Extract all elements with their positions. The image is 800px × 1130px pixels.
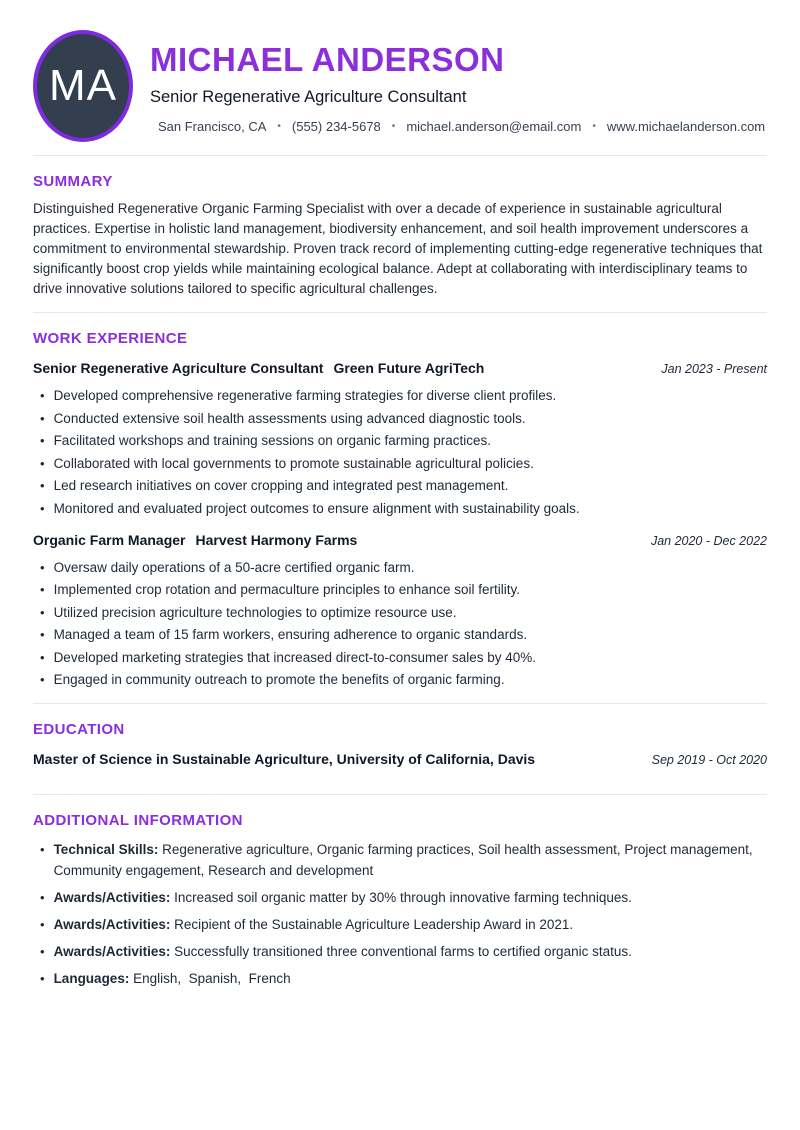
job-title-line	[33, 532, 357, 548]
bullet-dot-icon: •	[40, 672, 45, 687]
bullet-dot-icon: •	[40, 917, 45, 932]
job-title: Senior Regenerative Agriculture Consultant	[33, 360, 324, 376]
info-item-text: Recipient of the Sustainable Agriculture Leadership Award in 2021.	[174, 917, 574, 932]
education-heading: EDUCATION	[33, 721, 125, 738]
info-item-text: Successfully transitioned three conventional farms to certified organic status.	[174, 944, 632, 959]
job-bullet-list	[33, 385, 767, 519]
info-item-label: Awards/Activities:	[53, 890, 171, 905]
job-bullet-text: Developed comprehensive regenerative farming strategies for diverse client profiles.	[53, 388, 557, 403]
bullet-dot-icon: •	[40, 559, 45, 575]
info-item	[33, 968, 767, 989]
job-bullet	[33, 408, 767, 429]
info-item	[33, 914, 767, 935]
bullet-dot-icon: •	[40, 478, 45, 493]
summary-text: Distinguished Regenerative Organic Farming Specialist with over a decade of experience in sustainable agricultural practices. Expertise in holistic land management, biodiversity enhancement, and soil health improvement underscores a commitment to environmental stewardship. Proven track record of implementing cutting-edge regenerative techniques that significantly boost crop yields while maintaining ecological balance. Adept at collaborating with interdisciplinary teams to drive innovative solutions tailored to specific agricultural challenges.	[33, 201, 763, 296]
job-company: Harvest Harmony Farms	[195, 531, 358, 548]
education-dates: Sep 2019 - Oct 2020	[651, 753, 767, 767]
bullet-dot-icon: •	[40, 410, 45, 426]
job-bullet-text: Developed marketing strategies that increased direct-to-consumer sales by 40%.	[53, 649, 537, 665]
job-bullet	[33, 602, 767, 623]
info-item-label: Languages:	[53, 971, 130, 986]
name-heading: MICHAEL ANDERSON	[150, 40, 505, 78]
bullet-dot-icon: •	[40, 582, 45, 597]
education-entry	[33, 751, 767, 767]
job-bullet	[33, 498, 767, 519]
job-header	[33, 360, 767, 376]
job-bullet-text: Facilitated workshops and training sessions on organic farming practices.	[53, 433, 492, 448]
work-experience-section	[33, 330, 767, 690]
bullet-dot-icon: •	[40, 500, 45, 516]
info-item-label: Awards/Activities:	[53, 917, 171, 932]
contact-email: michael.anderson@email.com	[406, 118, 582, 134]
section-divider	[33, 794, 767, 795]
contact-website: www.michaelanderson.com	[606, 118, 766, 134]
professional-title: Senior Regenerative Agriculture Consultant	[150, 87, 467, 106]
info-item	[33, 839, 767, 881]
job-bullet-text: Monitored and evaluated project outcomes to ensure alignment with sustainability goals.	[53, 500, 580, 516]
info-item-content	[54, 914, 574, 935]
dot-separator-icon: •	[592, 120, 596, 132]
info-item-content	[54, 887, 632, 908]
bullet-dot-icon: •	[40, 604, 45, 620]
job-dates: Jan 2023 - Present	[661, 362, 767, 376]
info-item-content	[54, 968, 291, 989]
job-bullet-text: Conducted extensive soil health assessments using advanced diagnostic tools.	[53, 410, 526, 426]
dot-separator-icon: •	[391, 120, 396, 132]
contact-row	[150, 119, 767, 134]
dot-separator-icon: •	[277, 120, 281, 132]
bullet-dot-icon: •	[40, 944, 45, 959]
header-text	[150, 39, 767, 134]
job-entry	[33, 360, 767, 519]
job-bullet-text: Utilized precision agriculture technologies to optimize resource use.	[53, 604, 457, 620]
job-bullet	[33, 579, 767, 600]
bullet-dot-icon: •	[40, 388, 45, 403]
job-bullet	[33, 647, 767, 668]
job-header	[33, 532, 767, 548]
summary-heading: SUMMARY	[33, 173, 113, 190]
info-item-label: Awards/Activities:	[53, 944, 171, 959]
additional-info-list	[33, 839, 767, 989]
job-bullet	[33, 430, 767, 451]
job-bullet-text: Managed a team of 15 farm workers, ensuring adherence to organic standards.	[53, 627, 528, 642]
info-item-label: Technical Skills:	[53, 842, 159, 857]
section-divider	[33, 155, 767, 156]
job-bullet	[33, 453, 767, 474]
work-experience-heading: WORK EXPERIENCE	[33, 330, 188, 347]
job-bullet	[33, 475, 767, 496]
job-bullet-text: Engaged in community outreach to promote the benefits of organic farming.	[53, 672, 505, 687]
bullet-dot-icon: •	[40, 649, 45, 665]
avatar-initials: MA	[49, 61, 117, 110]
bullet-dot-icon: •	[40, 455, 45, 471]
section-divider	[33, 312, 767, 313]
job-title-line	[33, 360, 484, 376]
job-bullet-text: Implemented crop rotation and permaculture principles to enhance soil fertility.	[53, 582, 521, 597]
degree-title: Master of Science in Sustainable Agriculture, University of California, Davis	[33, 751, 536, 767]
job-dates: Jan 2020 - Dec 2022	[650, 533, 767, 548]
bullet-dot-icon: •	[40, 890, 45, 905]
avatar	[33, 30, 133, 142]
info-item-text: Regenerative agriculture, Organic farming practices, Soil health assessment, Project management, Community engagement, Research and development	[53, 842, 757, 878]
job-bullet-text: Led research initiatives on cover cropping and integrated pest management.	[53, 478, 509, 493]
additional-information-section	[33, 812, 767, 989]
contact-location: San Francisco, CA	[158, 118, 267, 134]
job-bullet-list	[33, 557, 767, 691]
summary-section	[33, 173, 767, 299]
resume-header	[33, 30, 767, 142]
job-bullet-text: Collaborated with local governments to promote sustainable agricultural policies.	[53, 455, 534, 471]
additional-information-heading: ADDITIONAL INFORMATION	[33, 812, 243, 829]
info-item-content	[54, 839, 767, 881]
job-bullet	[33, 669, 767, 690]
section-divider	[33, 703, 767, 704]
job-title: Organic Farm Manager	[33, 531, 186, 548]
bullet-dot-icon: •	[40, 433, 45, 448]
job-company: Green Future AgriTech	[333, 360, 485, 376]
bullet-dot-icon: •	[40, 971, 45, 986]
info-item-text: Increased soil organic matter by 30% through innovative farming techniques.	[174, 890, 632, 905]
job-bullet	[33, 385, 767, 406]
info-item	[33, 887, 767, 908]
job-entry	[33, 532, 767, 691]
bullet-dot-icon: •	[40, 842, 45, 857]
info-item-text: English, Spanish, French	[133, 971, 291, 986]
education-section	[33, 721, 767, 767]
info-item-content	[54, 941, 632, 962]
contact-phone: (555) 234-5678	[291, 118, 381, 134]
job-bullet	[33, 624, 767, 645]
info-item	[33, 941, 767, 962]
bullet-dot-icon: •	[40, 627, 45, 642]
job-bullet	[33, 557, 767, 578]
job-bullet-text: Oversaw daily operations of a 50-acre certified organic farm.	[53, 559, 415, 575]
